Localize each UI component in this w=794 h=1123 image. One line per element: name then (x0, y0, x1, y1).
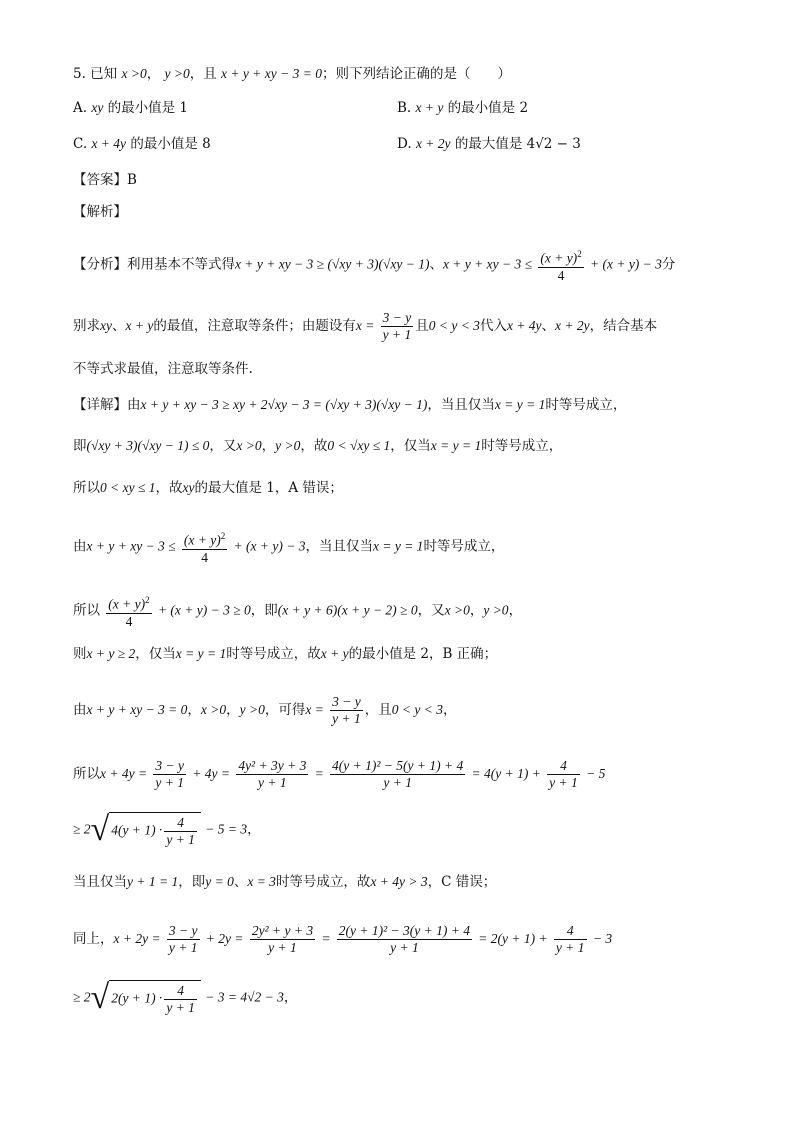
fraction-numerator: 3 − y (168, 923, 198, 938)
option-expr: xy (91, 100, 104, 115)
text: ，仅当 (390, 438, 431, 454)
text: 由 (73, 702, 87, 718)
math: x = y = 1 (175, 646, 227, 661)
math: x = y = 1 (494, 397, 546, 412)
option-d (397, 134, 581, 154)
fenxi-label: 【分析】 (73, 256, 127, 273)
math: = 2(y + 1) + (478, 931, 548, 946)
fraction-denominator: y + 1 (168, 940, 198, 955)
fraction-numerator: 4 (566, 923, 574, 938)
text: ，当且仅当 (427, 397, 495, 413)
fraction-denominator: y + 1 (555, 940, 585, 955)
fraction-denominator: y + 1 (155, 775, 184, 790)
option-text: 的最小值是 8 (126, 136, 211, 152)
text: 的最小值是 2，B 正确； (348, 646, 498, 662)
stem-suffix: ；则下列结论正确的是（ ） (321, 66, 511, 82)
math: x + y ≥ 2 (86, 646, 136, 661)
fraction (554, 923, 587, 956)
text: 时等号成立，故 (226, 646, 321, 662)
text: 同上， (73, 931, 114, 947)
fraction-numerator: 4 (560, 758, 567, 773)
math: x + y (320, 646, 349, 661)
text: ， (508, 602, 523, 619)
stem-prefix: 5. 已知 (73, 66, 118, 82)
option-b (397, 98, 528, 118)
fraction-denominator: 4 (182, 549, 227, 566)
text: ， (247, 821, 261, 838)
math: = (321, 931, 331, 946)
fenxi-math: x + y + xy − 3 ≥ (√xy + 3)(√xy − 1) (235, 256, 430, 272)
option-expr: x + 2y (415, 136, 451, 151)
math: (√xy + 3)(√xy − 1) ≤ 0 (86, 438, 210, 453)
text: ， (443, 702, 457, 718)
math: 4(y + 1) · (111, 822, 163, 838)
xiangjie-line-6 (73, 644, 497, 664)
text: 所以 (73, 480, 100, 496)
fraction-numerator: 4(y + 1)² − 5(y + 1) + 4 (332, 758, 464, 773)
math: 0 < xy ≤ 1 (100, 480, 156, 495)
xiangjie-line-11 (73, 923, 612, 956)
fenxi-text: 、 (429, 256, 443, 273)
math: x = 3 (247, 874, 276, 889)
fenxi-math: x + y (125, 318, 154, 333)
fenxi-text: 别求 (73, 318, 100, 334)
fraction (337, 923, 472, 956)
text: ，故 (300, 438, 328, 454)
text: ， (469, 602, 484, 619)
math: ≥ 2 (73, 821, 91, 837)
math: x >0 (236, 438, 262, 453)
fraction (164, 815, 197, 848)
math: + 2y = (205, 931, 244, 946)
xiangjie-line-4 (73, 528, 504, 566)
text: ， (187, 702, 201, 718)
fraction-denominator: y + 1 (332, 711, 361, 726)
fenxi-line-3: 不等式求最值，注意取等条件. (73, 361, 253, 377)
fenxi-math: x + 4y (506, 318, 542, 333)
fraction-denominator: 4 (106, 613, 151, 630)
fenxi-text: 且 (415, 318, 429, 334)
math: 2(y + 1) · (111, 990, 163, 1006)
math: y + 1 = 1 (127, 874, 179, 889)
math: x + y + xy − 3 ≥ xy + 2√xy − 3 = (√xy + 3)(√xy − 1) (140, 397, 428, 412)
analysis-title: 【解析】 (73, 204, 127, 220)
fraction: $\frac{(x + y)^2}{4}$ (540, 249, 582, 283)
fraction (547, 758, 580, 791)
option-expr: x + y (415, 100, 444, 115)
text: 的最大值是 1，A 错误； (194, 480, 343, 496)
fenxi-line-1 (73, 246, 675, 284)
fenxi-line-2 (73, 310, 657, 343)
fraction-denominator: y + 1 (382, 327, 412, 342)
math: x + y + xy − 3 ≤ (86, 538, 176, 554)
fenxi-math: + (x + y) − 3 (589, 256, 662, 272)
math: − 3 (592, 931, 613, 946)
fenxi-text: 代入 (479, 318, 507, 334)
math: x = (305, 702, 324, 717)
math: + (x + y) − 3 ≥ 0 (157, 602, 251, 618)
radical-icon: √ (90, 811, 110, 848)
math: x >0 (444, 602, 470, 618)
answer-value: B (127, 172, 137, 188)
math: x = y = 1 (372, 538, 424, 554)
xiangjie-line-2 (73, 436, 562, 456)
fenxi-text: 、 (111, 318, 126, 334)
fenxi-text: 、 (541, 318, 556, 334)
xiangjie-line-9 (73, 812, 261, 848)
math: ≥ 2 (73, 989, 91, 1005)
math: x + 2y = (113, 931, 161, 946)
option-label: C. (73, 136, 88, 152)
text: 即 (73, 438, 87, 454)
math: y = 0 (205, 874, 234, 889)
fraction: $\frac{(x + y)^2}{4}$ (183, 531, 226, 565)
math: − 5 (586, 766, 606, 781)
xiangjie-line-12 (73, 980, 297, 1016)
math: 0 < √xy ≤ 1 (327, 438, 391, 453)
fraction-numerator: 4 (177, 983, 184, 998)
question-stem (73, 64, 511, 84)
answer-label: 【答案】 (73, 172, 127, 188)
fraction (330, 758, 465, 791)
text: 所以 (73, 602, 100, 619)
math: x + y + xy − 3 = 0 (86, 702, 188, 717)
text: 时等号成立， (545, 397, 627, 413)
fraction (381, 310, 414, 343)
math: (x + y + 6)(x + y − 2) ≥ 0 (277, 602, 418, 618)
fraction-numerator: 3 − y (382, 310, 412, 325)
fenxi-text: ，结合基本 (589, 318, 658, 334)
text: ，即 (178, 874, 206, 890)
stem-cond-b: y >0 (164, 66, 190, 81)
math: xy (182, 480, 195, 495)
option-label: A. (73, 100, 88, 116)
text: 则 (73, 646, 87, 662)
math: y >0 (483, 602, 509, 618)
fraction (330, 694, 363, 727)
fraction-denominator: y + 1 (236, 774, 308, 791)
math: + 4y = (192, 766, 231, 781)
text: ，即 (250, 602, 278, 619)
answer-line (73, 170, 137, 190)
text: ，可得 (264, 702, 306, 718)
fraction-denominator: y + 1 (166, 1000, 195, 1015)
option-expr: x + 4y (91, 136, 127, 151)
math: x >0 (200, 702, 227, 717)
fraction-denominator: y + 1 (250, 939, 315, 956)
option-c (73, 134, 211, 154)
text: 时等号成立， (481, 438, 563, 454)
text: 、 (233, 874, 248, 890)
text: ，又 (417, 602, 445, 619)
math: y >0 (239, 702, 265, 717)
stem-equation: x + y + xy − 3 = 0 (221, 66, 322, 81)
math: − 3 = 4√2 − 3 (205, 989, 284, 1005)
fraction-numerator: 2y² + y + 3 (251, 923, 314, 938)
option-label: D. (397, 136, 412, 152)
xiangjie-line-8 (73, 758, 605, 791)
xiangjie-line-3 (73, 478, 343, 498)
math: x = y = 1 (430, 438, 482, 453)
xiangjie-line-5 (73, 592, 522, 630)
fenxi-math: x + 2y (555, 318, 590, 333)
xiangjie-line-10 (73, 872, 496, 892)
radical (91, 980, 201, 1016)
math: y >0 (275, 438, 301, 453)
text: ， (261, 438, 276, 454)
xiangjie-label: 【详解】 (73, 397, 127, 413)
text: ，且 (364, 702, 392, 718)
fraction (167, 923, 200, 956)
stem-sep: ， (146, 66, 161, 82)
math: = 4(y + 1) + (471, 766, 541, 781)
fraction-numerator: (x + y) (183, 532, 221, 548)
fraction-numerator: 3 − y (332, 694, 361, 709)
text: 当且仅当 (73, 874, 127, 890)
fraction-numerator: 3 − y (155, 758, 184, 773)
fraction: $\frac{(x + y)^2}{4}$ (108, 595, 150, 629)
option-text: 的最小值是 2 (443, 100, 529, 116)
stem-cond-a: x >0 (121, 66, 147, 81)
math: − 5 = 3 (205, 821, 248, 837)
math: = (314, 766, 324, 781)
text: ，当且仅当 (305, 538, 373, 555)
fraction (153, 758, 186, 791)
math: + (x + y) − 3 (233, 538, 306, 554)
fraction (164, 983, 197, 1016)
math: x + 4y > 3 (370, 874, 428, 889)
stem-sep: ，且 (189, 66, 217, 82)
fraction-denominator: y + 1 (549, 775, 578, 790)
xiangjie-line-7 (73, 694, 457, 727)
option-text: 的最大值是 4√2 − 3 (450, 136, 581, 152)
text: 时等号成立，故 (275, 874, 371, 890)
math: 0 < y < 3 (391, 702, 443, 717)
fraction-numerator: (x + y) (108, 596, 146, 612)
fraction-denominator: y + 1 (337, 939, 472, 956)
text: ，又 (209, 438, 237, 454)
fraction (236, 758, 308, 791)
fenxi-text: 的最值，注意取等条件；由题设有 (153, 318, 356, 334)
math: x + 4y = (100, 766, 148, 781)
fraction-denominator: y + 1 (330, 774, 465, 791)
fenxi-math: x = (355, 318, 375, 333)
fenxi-math: 0 < y < 3 (428, 318, 480, 333)
text: 所以 (73, 766, 100, 782)
text: ，仅当 (135, 646, 176, 662)
text: 由 (73, 538, 87, 555)
text: 时等号成立， (423, 538, 505, 555)
fenxi-text: 分 (661, 256, 676, 273)
option-text: 的最小值是 1 (103, 100, 188, 116)
fraction-numerator: 4 (177, 815, 184, 830)
text: ，C 错误； (427, 874, 497, 890)
fraction-denominator: 4 (538, 267, 583, 284)
fraction-numerator: 4y² + 3y + 3 (238, 758, 307, 773)
option-a (73, 98, 188, 118)
fraction (250, 923, 315, 956)
xiangjie-line-1 (73, 395, 626, 415)
fenxi-math: xy (100, 318, 112, 333)
fenxi-math: x + y + xy − 3 ≤ (442, 256, 533, 272)
fraction-numerator: 2(y + 1)² − 3(y + 1) + 4 (338, 923, 470, 938)
text: ，故 (155, 480, 183, 496)
radical-icon: √ (90, 979, 110, 1016)
fraction-numerator: (x + y) (540, 250, 578, 266)
fenxi-text: 利用基本不等式得 (127, 256, 235, 273)
radical (91, 812, 201, 848)
text: ， (226, 702, 240, 718)
fraction-denominator: y + 1 (166, 832, 195, 847)
text: 由 (127, 397, 141, 413)
option-label: B. (397, 100, 412, 116)
text: ， (283, 989, 298, 1006)
